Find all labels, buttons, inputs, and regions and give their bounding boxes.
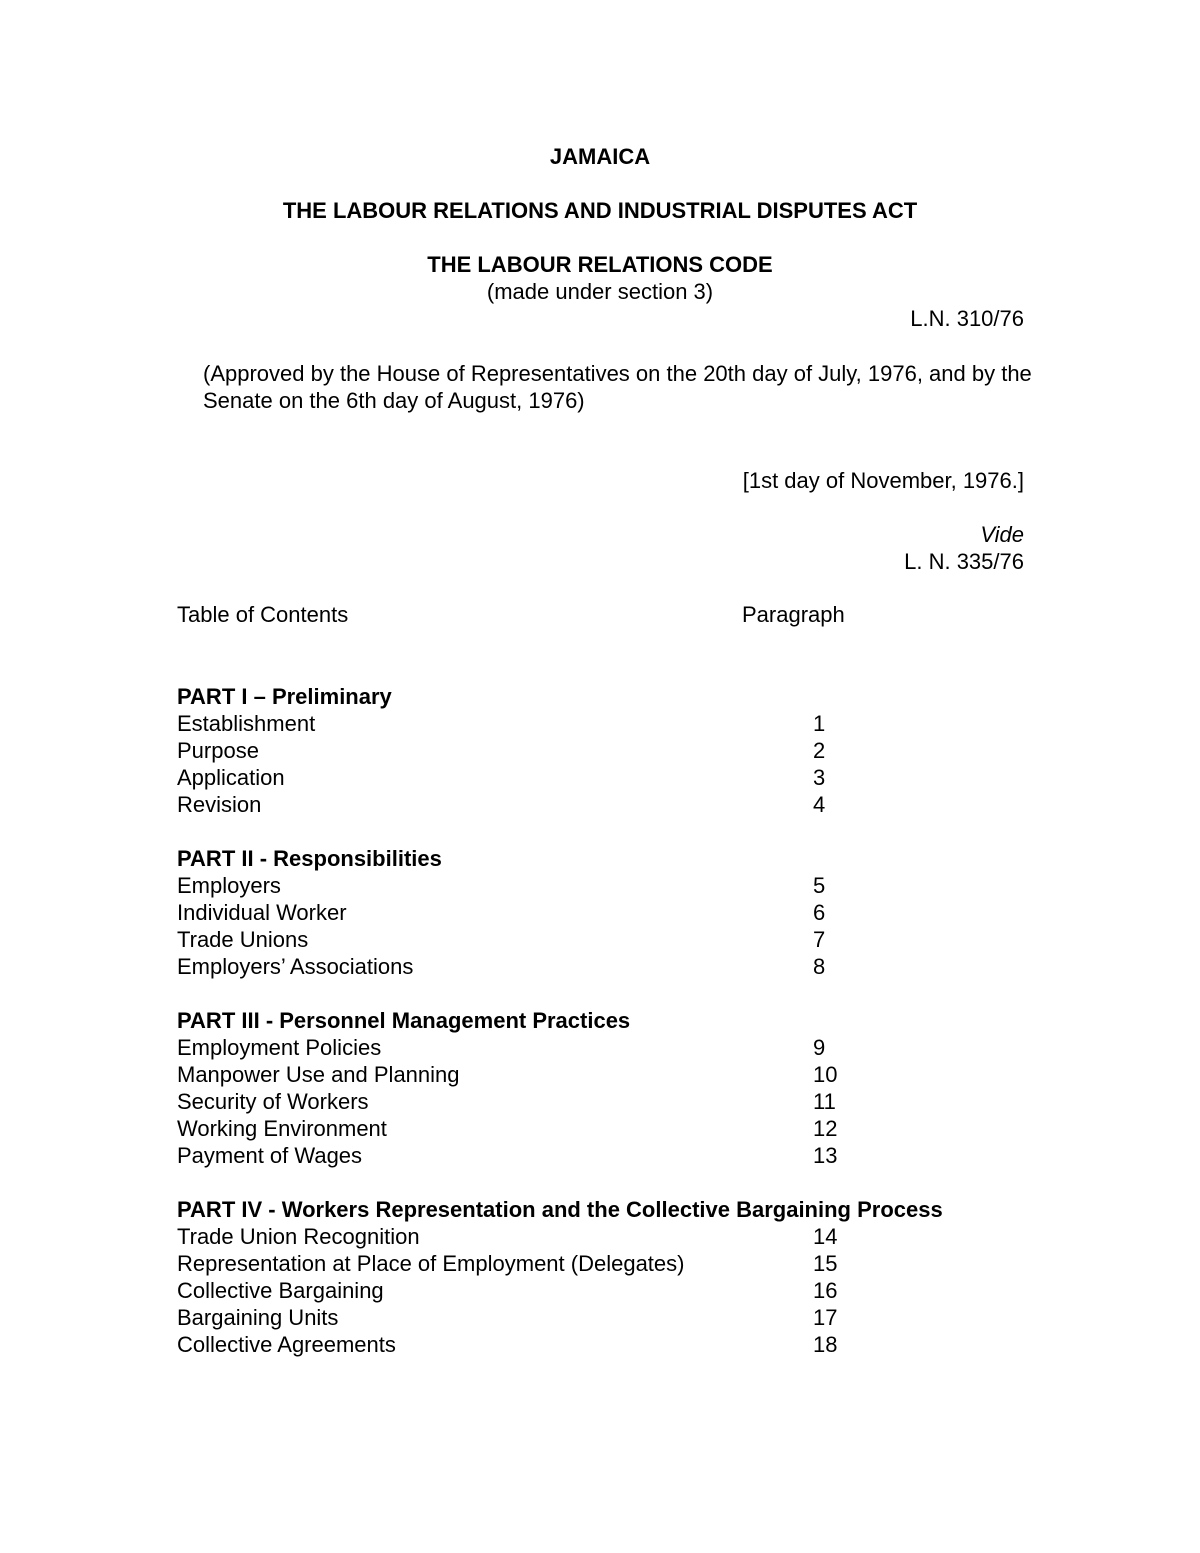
toc-entry (177, 791, 1017, 818)
toc-entry-paragraph: 12 (813, 1116, 838, 1141)
legal-notice: L.N. 310/76 (910, 306, 1024, 331)
toc-entry (177, 710, 1017, 737)
toc-part (177, 683, 1017, 818)
toc-entry (177, 1277, 1017, 1304)
toc-entry (177, 737, 1017, 764)
toc-entry (177, 1061, 1017, 1088)
toc-part (177, 845, 1017, 980)
toc-entry (177, 953, 1017, 980)
toc-entry-label: Application (177, 765, 285, 790)
toc-entry-paragraph: 3 (813, 765, 826, 790)
toc-entry-paragraph: 15 (813, 1251, 838, 1276)
part-title: PART I – Preliminary (177, 684, 392, 709)
toc-entry-paragraph: 13 (813, 1143, 838, 1168)
approval-note: (Approved by the House of Representatives on the 20th day of July, 1976, and by the Senate on the 6th day of August, 1976) (203, 361, 1032, 413)
toc-entry-label: Manpower Use and Planning (177, 1062, 460, 1087)
toc-entry (177, 1331, 1017, 1358)
toc-entry-label: Trade Unions (177, 927, 309, 952)
toc-entry-paragraph: 4 (813, 792, 826, 817)
part-title: PART IV - Workers Representation and the Collective Bargaining Process (177, 1197, 943, 1222)
toc-entry-paragraph: 2 (813, 738, 826, 763)
toc-entry-label: Payment of Wages (177, 1143, 363, 1168)
toc-entry-label: Purpose (177, 738, 259, 763)
table-of-contents (177, 683, 1017, 1385)
toc-entry-paragraph: 7 (813, 927, 826, 952)
country-heading: JAMAICA (549, 144, 651, 169)
commencement-date: [1st day of November, 1976.] (742, 468, 1024, 493)
toc-entry (177, 872, 1017, 899)
toc-entry-paragraph: 16 (813, 1278, 838, 1303)
toc-entry-paragraph: 18 (813, 1332, 838, 1357)
toc-entry-paragraph: 5 (813, 873, 826, 898)
toc-entry (177, 1304, 1017, 1331)
toc-entry-label: Collective Agreements (177, 1332, 396, 1357)
toc-entry (177, 1115, 1017, 1142)
toc-entry-label: Employers (177, 873, 281, 898)
toc-heading: Table of Contents (177, 602, 349, 627)
part-title: PART II - Responsibilities (177, 846, 442, 871)
toc-entry-paragraph: 10 (813, 1062, 838, 1087)
toc-entry (177, 1034, 1017, 1061)
toc-entry-label: Representation at Place of Employment (Delegates) (177, 1251, 685, 1276)
made-under-note: (made under section 3) (486, 279, 714, 304)
toc-entry-label: Security of Workers (177, 1089, 369, 1114)
toc-entry (177, 1088, 1017, 1115)
act-title: THE LABOUR RELATIONS AND INDUSTRIAL DISPUTES ACT (282, 198, 918, 223)
vide-notice: L. N. 335/76 (904, 549, 1024, 574)
vide-label: Vide (980, 522, 1024, 547)
toc-entry-label: Establishment (177, 711, 316, 736)
toc-part (177, 1007, 1017, 1169)
toc-entry (177, 926, 1017, 953)
toc-part (177, 1196, 1017, 1358)
toc-entry (177, 899, 1017, 926)
toc-entry-label: Bargaining Units (177, 1305, 339, 1330)
code-title: THE LABOUR RELATIONS CODE (427, 252, 773, 277)
toc-entry-label: Employers’ Associations (177, 954, 414, 979)
toc-entry-paragraph: 9 (813, 1035, 826, 1060)
toc-entry-label: Revision (177, 792, 262, 817)
toc-entry (177, 764, 1017, 791)
toc-paragraph-heading: Paragraph (742, 602, 845, 627)
part-title: PART III - Personnel Management Practices (177, 1008, 631, 1033)
toc-entry-label: Working Environment (177, 1116, 387, 1141)
toc-entry (177, 1142, 1017, 1169)
toc-entry-paragraph: 17 (813, 1305, 838, 1330)
toc-entry-paragraph: 8 (813, 954, 826, 979)
toc-entry-label: Collective Bargaining (177, 1278, 384, 1303)
toc-entry (177, 1250, 1017, 1277)
toc-entry-label: Trade Union Recognition (177, 1224, 420, 1249)
toc-entry-label: Employment Policies (177, 1035, 382, 1060)
toc-entry-label: Individual Worker (177, 900, 347, 925)
toc-entry (177, 1223, 1017, 1250)
toc-entry-paragraph: 1 (813, 711, 826, 736)
toc-entry-paragraph: 14 (813, 1224, 838, 1249)
toc-entry-paragraph: 6 (813, 900, 826, 925)
toc-entry-paragraph: 11 (813, 1089, 836, 1114)
